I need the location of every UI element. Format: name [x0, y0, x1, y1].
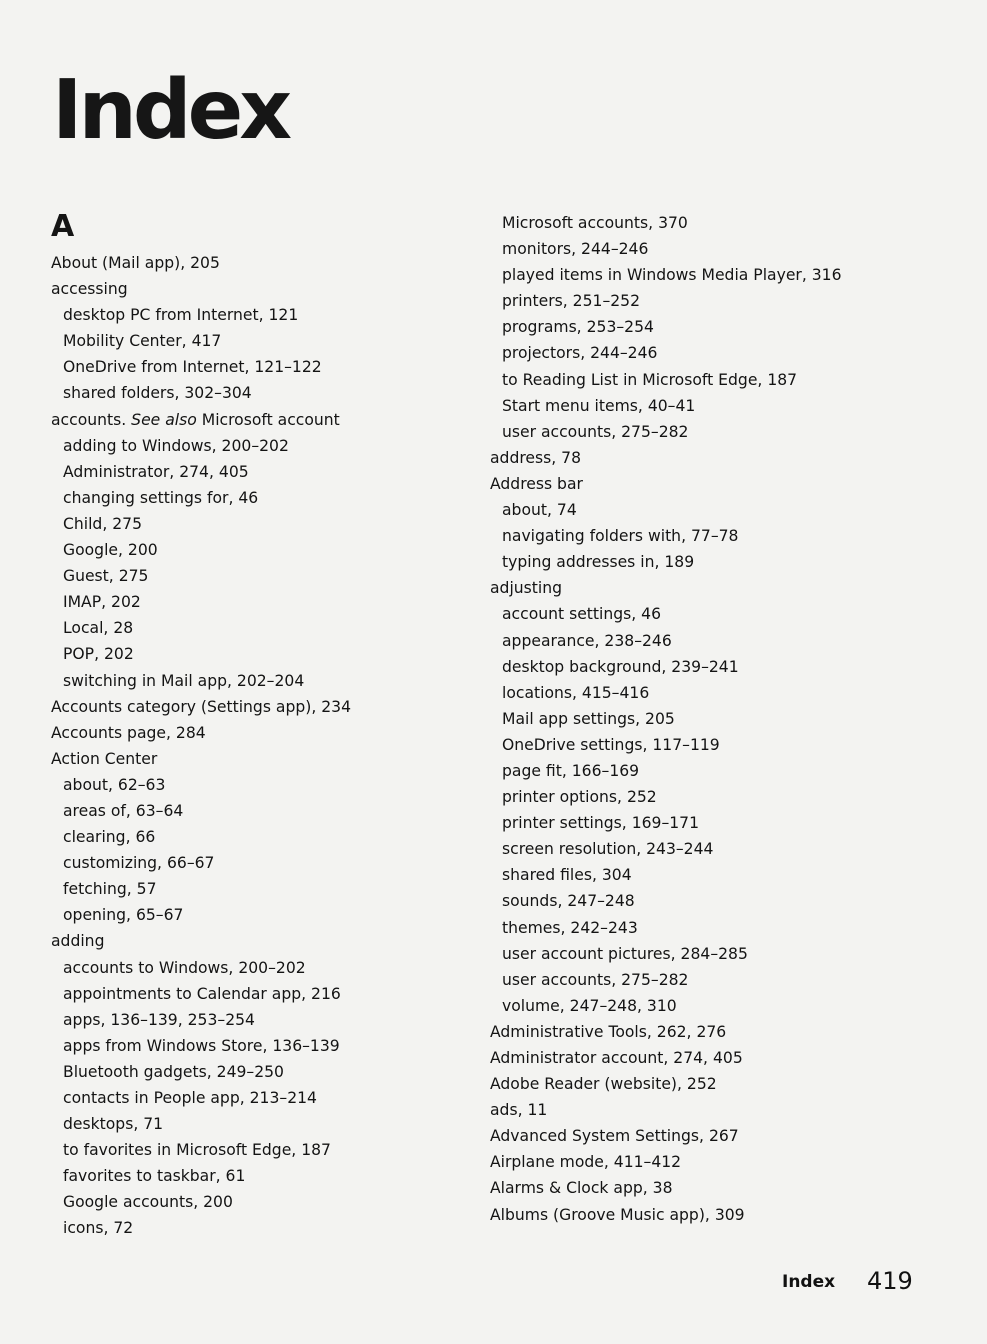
index-subentry: Google, 200 — [63, 541, 158, 560]
index-subentry: themes, 242–243 — [502, 918, 638, 937]
index-subentry: account settings, 46 — [502, 605, 662, 624]
index-entry: Accounts category (Settings app), 234 — [51, 697, 352, 716]
page-number: 419 — [867, 1267, 913, 1295]
index-subentry: page fit, 166–169 — [502, 761, 640, 780]
index-subentry: apps from Windows Store, 136–139 — [63, 1036, 340, 1055]
index-entry: Address bar — [490, 474, 583, 493]
index-subentry: OneDrive from Internet, 121–122 — [63, 358, 322, 377]
index-entry: Airplane mode, 411–412 — [490, 1153, 682, 1172]
index-subentry: accounts to Windows, 200–202 — [63, 958, 306, 977]
index-subentry: Start menu items, 40–41 — [502, 396, 696, 415]
index-subentry: projectors, 244–246 — [502, 344, 658, 363]
index-column-left — [51, 250, 471, 1242]
index-subentry: shared folders, 302–304 — [63, 384, 252, 403]
index-entry: Accounts page, 284 — [51, 723, 206, 742]
index-entry: accessing — [51, 280, 128, 299]
index-subentry: icons, 72 — [63, 1219, 134, 1238]
index-subentry: about, 62–63 — [63, 775, 166, 794]
index-subentry: to favorites in Microsoft Edge, 187 — [63, 1141, 331, 1160]
index-subentry: Mail app settings, 205 — [502, 709, 675, 728]
index-subentry: screen resolution, 243–244 — [502, 840, 714, 859]
index-subentry: favorites to taskbar, 61 — [63, 1167, 246, 1186]
index-entry — [51, 407, 471, 433]
index-entry: Alarms & Clock app, 38 — [490, 1179, 673, 1198]
index-subentry: OneDrive settings, 117–119 — [502, 735, 720, 754]
index-subentry: desktop background, 239–241 — [502, 657, 739, 676]
index-entry: Administrator account, 274, 405 — [490, 1049, 743, 1067]
index-entry: Administrative Tools, 262, 276 — [490, 1022, 727, 1041]
index-subentry: typing addresses in, 189 — [502, 553, 695, 572]
index-subentry: POP, 202 — [63, 645, 134, 664]
index-subentry: Bluetooth gadgets, 249–250 — [63, 1062, 284, 1081]
index-subentry: sounds, 247–248 — [502, 892, 635, 911]
index-entry: Albums (Groove Music app), 309 — [490, 1205, 745, 1224]
index-subentry: appearance, 238–246 — [502, 631, 672, 650]
index-entry: Advanced System Settings, 267 — [490, 1127, 739, 1146]
index-subentry: desktops, 71 — [63, 1115, 164, 1134]
index-subentry: fetching, 57 — [63, 880, 157, 899]
index-subentry: IMAP, 202 — [63, 593, 141, 612]
index-subentry: apps, 136–139, 253–254 — [63, 1010, 255, 1029]
index-entry: Adobe Reader (website), 252 — [490, 1075, 717, 1094]
index-entry: adjusting — [490, 579, 563, 598]
index-subentry: shared files, 304 — [502, 866, 632, 885]
index-subentry: played items in Windows Media Player, 316 — [502, 266, 842, 285]
index-column-right — [490, 210, 930, 1228]
index-subentry: appointments to Calendar app, 216 — [63, 984, 341, 1003]
index-entry: About (Mail app), 205 — [51, 254, 220, 272]
page-title: Index — [52, 63, 289, 158]
index-subentry: Mobility Center, 417 — [63, 332, 222, 351]
index-subentry: adding to Windows, 200–202 — [63, 436, 289, 455]
entry-text: accounts. — [51, 410, 132, 429]
index-subentry: areas of, 63–64 — [63, 801, 184, 820]
index-subentry: to Reading List in Microsoft Edge, 187 — [502, 370, 798, 389]
index-entry: Action Center — [51, 749, 158, 768]
index-subentry: printer options, 252 — [502, 788, 657, 807]
index-subentry: programs, 253–254 — [502, 318, 654, 337]
see-also-target: Microsoft account — [196, 410, 340, 429]
index-subentry: monitors, 244–246 — [502, 240, 649, 259]
section-letter: A — [51, 209, 75, 244]
index-subentry: customizing, 66–67 — [63, 854, 215, 873]
index-entry: address, 78 — [490, 448, 582, 467]
index-subentry: volume, 247–248, 310 — [502, 996, 677, 1015]
index-subentry: switching in Mail app, 202–204 — [63, 671, 305, 690]
index-subentry: Administrator, 274, 405 — [63, 462, 249, 481]
running-footer-label: Index — [782, 1272, 836, 1292]
index-entry: ads, 11 — [490, 1101, 548, 1120]
index-subentry: Local, 28 — [63, 619, 134, 638]
index-subentry: printers, 251–252 — [502, 292, 641, 311]
index-subentry: Google accounts, 200 — [63, 1193, 233, 1212]
index-entry: adding — [51, 932, 105, 951]
index-subentry: user accounts, 275–282 — [502, 970, 689, 989]
index-subentry: desktop PC from Internet, 121 — [63, 306, 299, 325]
index-subentry: changing settings for, 46 — [63, 488, 259, 507]
index-subentry: clearing, 66 — [63, 828, 156, 847]
index-subentry: navigating folders with, 77–78 — [502, 527, 739, 546]
index-subentry: contacts in People app, 213–214 — [63, 1089, 317, 1107]
index-subentry: Microsoft accounts, 370 — [502, 214, 688, 232]
see-also-label: See also — [131, 410, 197, 429]
index-subentry: opening, 65–67 — [63, 906, 184, 925]
index-subentry: printer settings, 169–171 — [502, 814, 700, 833]
index-subentry: about, 74 — [502, 501, 577, 520]
index-subentry: Guest, 275 — [63, 567, 149, 586]
index-subentry: user accounts, 275–282 — [502, 422, 689, 441]
index-subentry: Child, 275 — [63, 514, 143, 533]
index-subentry: user account pictures, 284–285 — [502, 944, 748, 963]
index-subentry: locations, 415–416 — [502, 683, 650, 702]
